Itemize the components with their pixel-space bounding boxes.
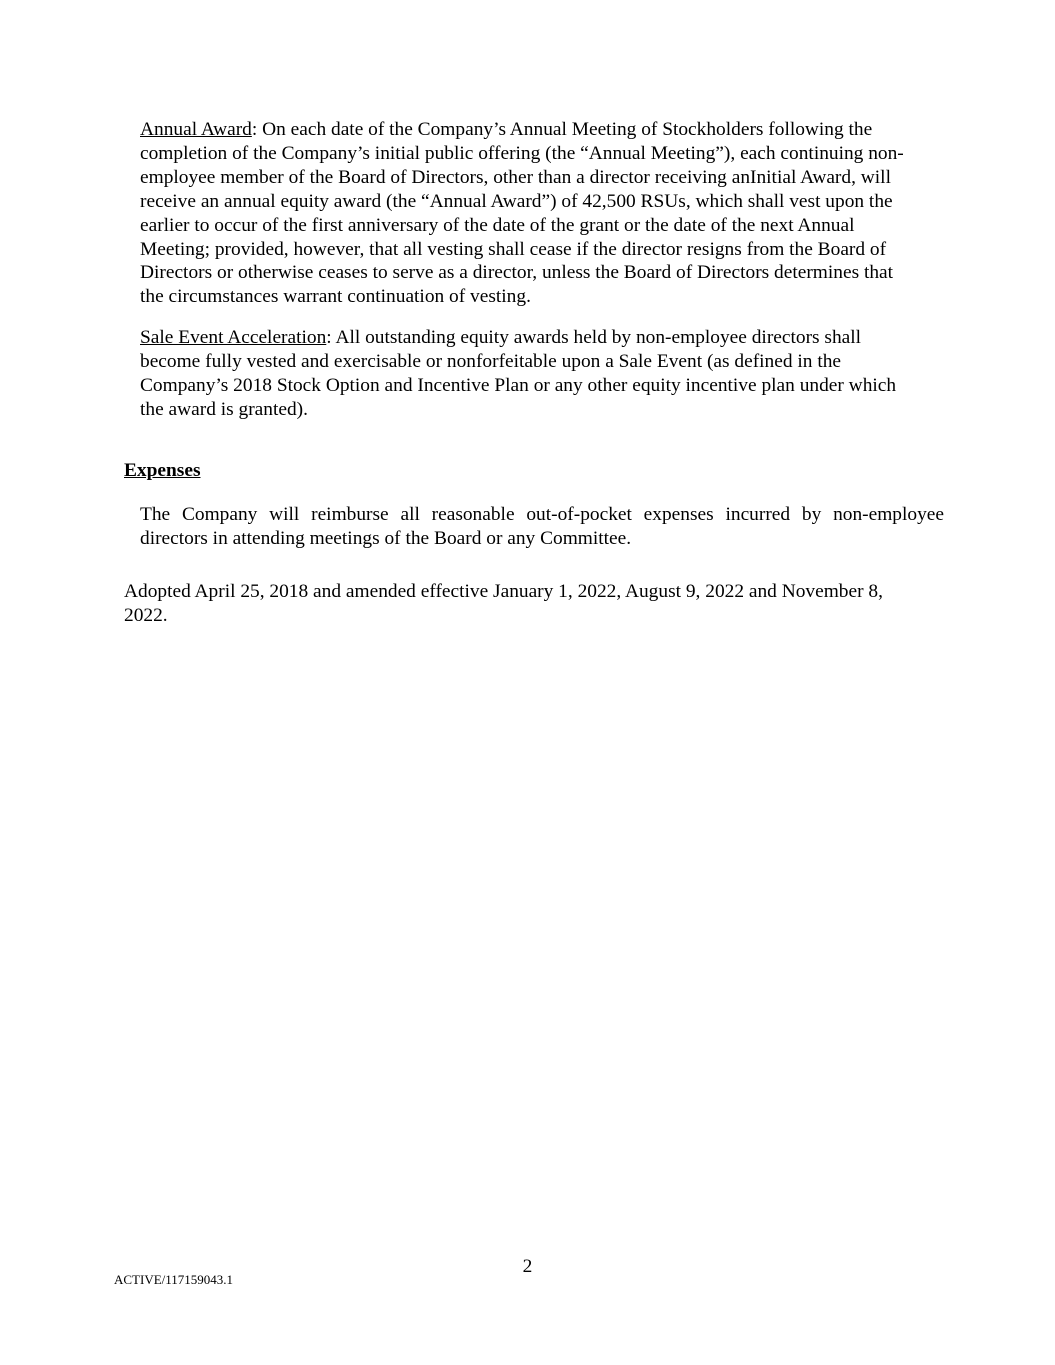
sale-event-line-3: Company’s 2018 Stock Option and Incentive Plan or any other equity incentive plan under which [140,374,897,396]
adoption-statement [124,580,954,628]
sale-event-paragraph [140,326,960,422]
annual-award-line-7: Directors or otherwise ceases to serve as a director, unless the Board of Directors determines that [140,262,894,284]
adoption-line-2: 2022. [124,604,168,626]
sale-event-line-2: become fully vested and exercisable or nonforfeitable upon a Sale Event (as defined in the [140,350,842,372]
expenses-heading: Expenses [124,460,201,481]
expenses-paragraph [140,503,944,551]
annual-award-line-4: receive an annual equity award (the “Annual Award”) of 42,500 RSUs, which shall vest upon the [140,190,893,212]
document-id: ACTIVE/117159043.1 [114,1272,234,1287]
annual-award-line-6: Meeting; provided, however, that all vesting shall cease if the director resigns from the Board of [140,238,887,260]
annual-award-line-1: Annual Award: On each date of the Company’s Annual Meeting of Stockholders following the [140,119,873,140]
expenses-line-2: directors in attending meetings of the Board or any Committee. [140,527,632,549]
annual-award-label: Annual Award [140,119,252,140]
annual-award-line-3: employee member of the Board of Directors, other than a director receiving anInitial Award, will [140,166,891,188]
sale-event-line-1: Sale Event Acceleration: All outstanding equity awards held by non-employee directors shall [140,327,862,348]
annual-award-paragraph [140,118,960,309]
sale-event-label: Sale Event Acceleration [140,327,327,348]
annual-award-line-2: completion of the Company’s initial public offering (the “Annual Meeting”), each continuing non- [140,142,904,164]
page-number: 2 [522,1256,533,1277]
annual-award-line-8: the circumstances warrant continuation of vesting. [140,286,531,308]
sale-event-line-4: the award is granted). [140,398,308,420]
expenses-line-1: The Company will reimburse all reasonable out-of-pocket expenses incurred by non-employee [140,504,944,525]
adoption-line-1: Adopted April 25, 2018 and amended effective January 1, 2022, August 9, 2022 and November 8, [124,581,883,602]
annual-award-line-5: earlier to occur of the first anniversary of the date of the grant or the date of the next Annual [140,214,855,236]
